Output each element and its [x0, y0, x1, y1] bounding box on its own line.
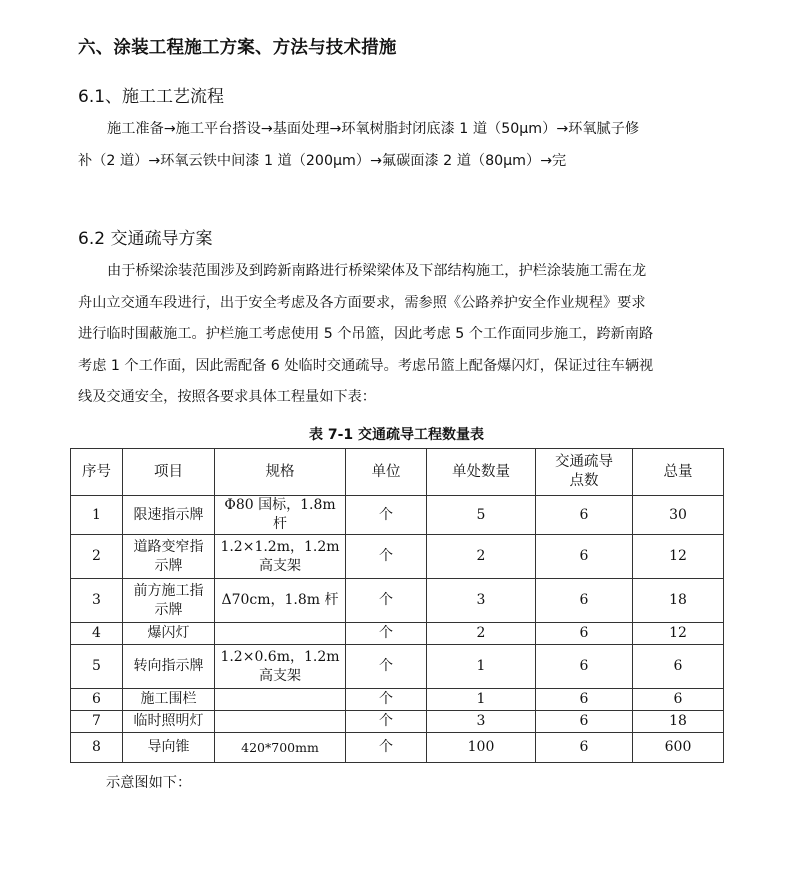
- table-header-row: [71, 449, 724, 496]
- cell-item: [123, 579, 215, 623]
- cell-item-line: 示牌: [154, 557, 183, 574]
- cell-points: 6: [536, 733, 633, 763]
- process-flow-paragraph: [78, 114, 718, 177]
- cell-item: 临时照明灯: [123, 711, 215, 733]
- cell-total: 30: [633, 496, 724, 535]
- cell-unit: 个: [346, 579, 427, 623]
- cell-total: 12: [633, 535, 724, 579]
- cell-no: 2: [71, 535, 123, 579]
- header-points-line: 点数: [569, 473, 599, 489]
- cell-spec-line: 1.2×1.2m，1.2m: [220, 538, 340, 555]
- header-item: 项目: [123, 449, 215, 496]
- cell-item-line: 道路变窄指: [133, 538, 204, 555]
- cell-qty: 100: [427, 733, 536, 763]
- cell-spec: [215, 645, 346, 689]
- cell-spec: Δ70cm，1.8m 杆: [215, 579, 346, 623]
- cell-no: 6: [71, 689, 123, 711]
- table-row: [71, 496, 724, 535]
- cell-spec: [215, 535, 346, 579]
- cell-points: 6: [536, 711, 633, 733]
- cell-no: 3: [71, 579, 123, 623]
- cell-spec-line: 高支架: [259, 557, 301, 574]
- cell-item: 导向锥: [123, 733, 215, 763]
- cell-item: 施工围栏: [123, 689, 215, 711]
- diagram-note: 示意图如下：: [106, 775, 192, 791]
- cell-points: 6: [536, 689, 633, 711]
- cell-total: 12: [633, 623, 724, 645]
- cell-spec: [215, 689, 346, 711]
- cell-item: 限速指示牌: [123, 496, 215, 535]
- header-total: 总量: [633, 449, 724, 496]
- cell-spec: [215, 711, 346, 733]
- cell-spec: Φ80 国标，1.8m 杆: [215, 496, 346, 535]
- cell-item: [123, 535, 215, 579]
- section-heading: 六、涂装工程施工方案、方法与技术措施: [78, 38, 397, 58]
- table-row: [71, 733, 724, 763]
- cell-item-line: 示牌: [154, 601, 183, 618]
- table-row: [71, 535, 724, 579]
- cell-qty: 1: [427, 645, 536, 689]
- cell-qty: 2: [427, 535, 536, 579]
- process-line: 补（2 道）→环氧云铁中间漆 1 道（200μm）→氟碳面漆 2 道（80μm）→完: [78, 152, 567, 169]
- cell-no: 8: [71, 733, 123, 763]
- cell-points: 6: [536, 623, 633, 645]
- cell-total: 6: [633, 689, 724, 711]
- cell-total: 18: [633, 711, 724, 733]
- header-qty: 单处数量: [427, 449, 536, 496]
- header-points-line: 交通疏导: [555, 454, 613, 470]
- traffic-line: 舟山立交通车段进行，出于安全考虑及各方面要求，需参照《公路养护安全作业规程》要求: [78, 294, 646, 311]
- cell-unit: 个: [346, 689, 427, 711]
- table-row: [71, 689, 724, 711]
- table-caption: 表 7-1 交通疏导工程数量表: [308, 427, 485, 443]
- cell-points: 6: [536, 645, 633, 689]
- cell-unit: 个: [346, 496, 427, 535]
- cell-unit: 个: [346, 623, 427, 645]
- cell-no: 7: [71, 711, 123, 733]
- cell-item: 转向指示牌: [123, 645, 215, 689]
- cell-qty: 1: [427, 689, 536, 711]
- cell-unit: 个: [346, 733, 427, 763]
- cell-qty: 3: [427, 579, 536, 623]
- cell-total: 6: [633, 645, 724, 689]
- traffic-line: 线及交通安全，按照各要求具体工程量如下表：: [78, 389, 376, 405]
- cell-total: 600: [633, 733, 724, 763]
- cell-no: 4: [71, 623, 123, 645]
- cell-no: 1: [71, 496, 123, 535]
- traffic-line: 由于桥梁涂装范围涉及到跨新南路进行桥梁梁体及下部结构施工，护栏涂装施工需在龙: [107, 263, 647, 279]
- traffic-quantity-table: [70, 448, 724, 763]
- cell-item-line: 前方施工指: [133, 582, 204, 599]
- cell-spec: 420*700mm: [215, 733, 346, 763]
- cell-unit: 个: [346, 645, 427, 689]
- cell-unit: 个: [346, 535, 427, 579]
- traffic-heading: 6.2 交通疏导方案: [78, 229, 213, 249]
- traffic-line: 进行临时围蔽施工。护栏施工考虑使用 5 个吊篮，因此考虑 5 个工作面同步施工，跨新南路: [78, 326, 654, 342]
- traffic-line: 考虑 1 个工作面，因此需配备 6 处临时交通疏导。考虑吊篮上配备爆闪灯，保证过往车辆视: [78, 357, 654, 374]
- cell-spec-line: 高支架: [259, 667, 301, 684]
- cell-qty: 3: [427, 711, 536, 733]
- cell-spec: [215, 623, 346, 645]
- header-no: 序号: [71, 449, 123, 496]
- cell-spec-line: 1.2×0.6m，1.2m: [220, 648, 340, 665]
- header-spec: 规格: [215, 449, 346, 496]
- cell-item: 爆闪灯: [123, 623, 215, 645]
- cell-points: 6: [536, 496, 633, 535]
- cell-no: 5: [71, 645, 123, 689]
- traffic-paragraph: [78, 256, 718, 414]
- cell-points: 6: [536, 579, 633, 623]
- table-row: [71, 645, 724, 689]
- process-line: 施工准备→施工平台搭设→基面处理→环氧树脂封闭底漆 1 道（50μm）→环氧腻子修: [107, 121, 640, 137]
- process-heading: 6.1、施工工艺流程: [78, 87, 225, 107]
- table-row: [71, 623, 724, 645]
- cell-unit: 个: [346, 711, 427, 733]
- cell-qty: 2: [427, 623, 536, 645]
- table-row: [71, 579, 724, 623]
- cell-qty: 5: [427, 496, 536, 535]
- cell-total: 18: [633, 579, 724, 623]
- table-row: [71, 711, 724, 733]
- header-points: [536, 449, 633, 496]
- cell-points: 6: [536, 535, 633, 579]
- header-unit: 单位: [346, 449, 427, 496]
